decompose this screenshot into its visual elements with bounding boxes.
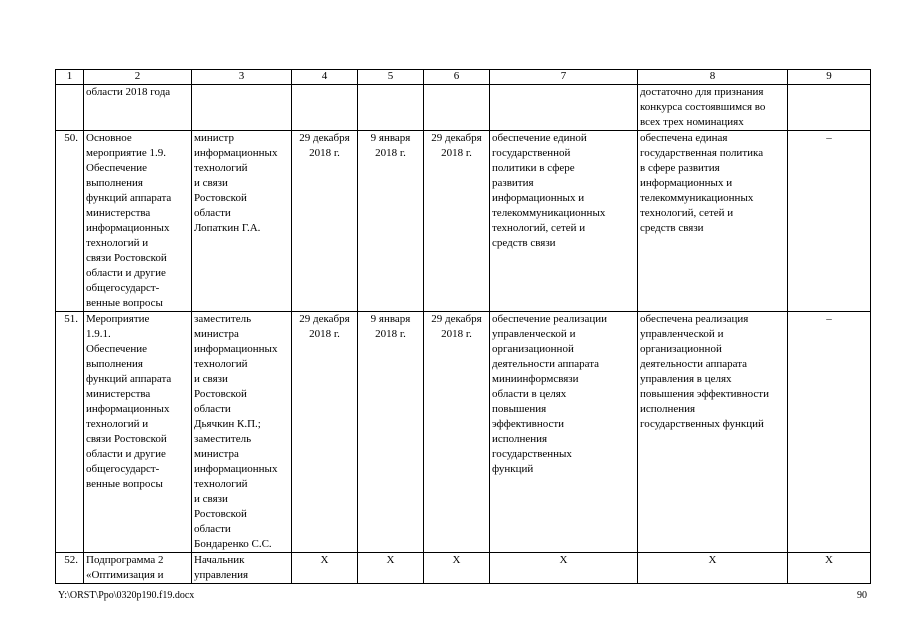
- measure-name-cell: Основное мероприятие 1.9. Обеспечение выполнения функций аппарата министерства информационных технологий и связи Ростовской области и другие общегосударст- венные вопросы: [84, 131, 192, 312]
- header-cell: 9: [788, 70, 871, 85]
- note-cell: –: [788, 131, 871, 312]
- page-number: 90: [857, 590, 867, 601]
- actual-result-cell: обеспечена единая государственная политика в сфере развития информационных и телекоммуникационных технологий, сетей и средств связи: [638, 131, 788, 312]
- actual-result-cell: достаточно для признания конкурса состоявшимся во всех трех номинациях: [638, 85, 788, 131]
- table-header-row: [56, 70, 871, 85]
- date-cell: 29 декабря 2018 г.: [292, 312, 358, 553]
- header-cell: 1: [56, 70, 84, 85]
- header-cell: 6: [424, 70, 490, 85]
- header-cell: 2: [84, 70, 192, 85]
- planned-result-cell: [490, 85, 638, 131]
- date-cell: Х: [358, 553, 424, 584]
- planned-result-cell: Х: [490, 553, 638, 584]
- actual-result-cell: Х: [638, 553, 788, 584]
- header-cell: 8: [638, 70, 788, 85]
- file-path: Y:\ORST\Ppo\0320p190.f19.docx: [58, 590, 195, 601]
- date-cell: 9 января 2018 г.: [358, 131, 424, 312]
- date-cell: 29 декабря 2018 г.: [292, 131, 358, 312]
- actual-result-cell: обеспечена реализация управленческой и организационной деятельности аппарата управления в целях повышения эффективности исполнения государственных функций: [638, 312, 788, 553]
- date-cell: [292, 85, 358, 131]
- responsible-cell: [192, 85, 292, 131]
- table-row: [56, 553, 871, 584]
- table-row: [56, 85, 871, 131]
- measures-table: [55, 69, 871, 584]
- planned-result-cell: обеспечение единой государственной политики в сфере развития информационных и телекоммуникационных технологий, сетей и средств связи: [490, 131, 638, 312]
- measure-name-cell: Подпрограмма 2 «Оптимизация и: [84, 553, 192, 584]
- date-cell: [358, 85, 424, 131]
- table-row: [56, 312, 871, 553]
- note-cell: –: [788, 312, 871, 553]
- table-row: [56, 131, 871, 312]
- date-cell: [424, 85, 490, 131]
- date-cell: Х: [424, 553, 490, 584]
- date-cell: 29 декабря 2018 г.: [424, 131, 490, 312]
- planned-result-cell: обеспечение реализации управленческой и организационной деятельности аппарата миниинформсвязи области в целях повышения эффективности исполнения государственных функций: [490, 312, 638, 553]
- row-number-cell: 50.: [56, 131, 84, 312]
- row-number-cell: [56, 85, 84, 131]
- responsible-cell: заместитель министра информационных технологий и связи Ростовской области Дьячкин К.П.; заместитель министра информационных технологий и связи Ростовской области Бондаренко С.С.: [192, 312, 292, 553]
- responsible-cell: министр информационных технологий и связи Ростовской области Лопаткин Г.А.: [192, 131, 292, 312]
- note-cell: [788, 85, 871, 131]
- date-cell: 29 декабря 2018 г.: [424, 312, 490, 553]
- header-cell: 7: [490, 70, 638, 85]
- measure-name-cell: области 2018 года: [84, 85, 192, 131]
- header-cell: 4: [292, 70, 358, 85]
- note-cell: Х: [788, 553, 871, 584]
- header-cell: 3: [192, 70, 292, 85]
- date-cell: Х: [292, 553, 358, 584]
- date-cell: 9 января 2018 г.: [358, 312, 424, 553]
- measure-name-cell: Мероприятие 1.9.1. Обеспечение выполнения функций аппарата министерства информационных технологий и связи Ростовской области и другие общегосударст- венные вопросы: [84, 312, 192, 553]
- header-cell: 5: [358, 70, 424, 85]
- responsible-cell: Начальник управления: [192, 553, 292, 584]
- row-number-cell: 52.: [56, 553, 84, 584]
- row-number-cell: 51.: [56, 312, 84, 553]
